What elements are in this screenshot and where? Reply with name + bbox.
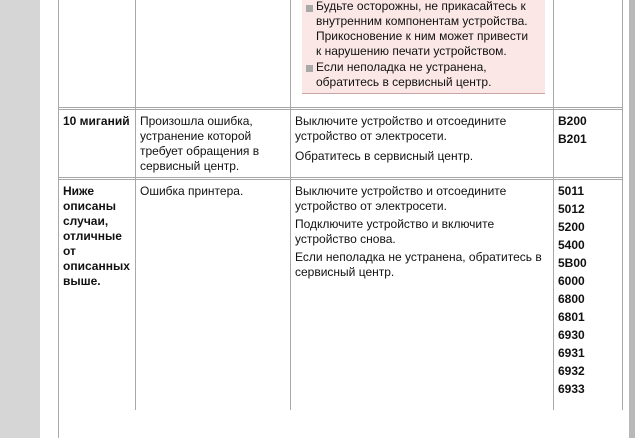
row2-code: 6931 [558,346,585,360]
row-separator-2 [58,177,623,178]
caution-item-2: Если неполадка не устранена, обратитесь в сервисный центр. [316,60,492,89]
row2-code: 6800 [558,292,585,306]
table-border-right [622,0,623,410]
row2-action: Выключите устройство и отсоедините устройство от электросети. Подключите устройство и включите устройство снова. Если неполадка не устранена, обратитесь в сервисный центр. [295,184,542,279]
row1-code-1: B200 [558,114,587,128]
caution-note-box [302,0,545,94]
bullet-square-icon [306,65,313,72]
row2-code: 5200 [558,220,585,234]
row2-code: 6933 [558,382,585,396]
bullet-square-icon [306,5,313,12]
row2-code: 5011 [558,184,585,198]
vertical-scrollbar[interactable] [629,0,635,438]
row2-code: 5012 [558,202,585,216]
caution-item-1: Будьте осторожны, не прикасайтесь к внутренним компонентам устройства. Прикосновение к ним может привести к нарушению печати устройством. [316,0,529,58]
row2-code: 6932 [558,364,585,378]
row2-code: 6801 [558,310,585,324]
row2-cause: Ошибка принтера. [140,184,244,198]
row1-code-2: B201 [558,132,587,146]
row2-code: 6930 [558,328,585,342]
row2-code: 5B00 [558,256,587,270]
table-col-divider-2 [290,0,291,410]
row2-blinks: Ниже описаны случаи, отличные от описанных выше. [63,184,130,288]
row2-code: 5400 [558,238,585,252]
row-separator-1 [58,107,623,108]
row1-cause: Произошла ошибка, устранение которой требует обращения в сервисный центр. [140,114,260,173]
row1-blinks: 10 миганий [63,114,130,128]
row-separator-2b [58,179,623,180]
row1-action: Выключите устройство и отсоедините устройство от электросети. Обратитесь в сервисный центр. [295,114,507,163]
table-col-divider-3 [553,0,554,410]
table-border-left [58,0,59,438]
document-page [40,0,635,438]
row-separator-1b [58,109,623,110]
row2-code: 6000 [558,274,585,288]
table-col-divider-1 [135,0,136,410]
